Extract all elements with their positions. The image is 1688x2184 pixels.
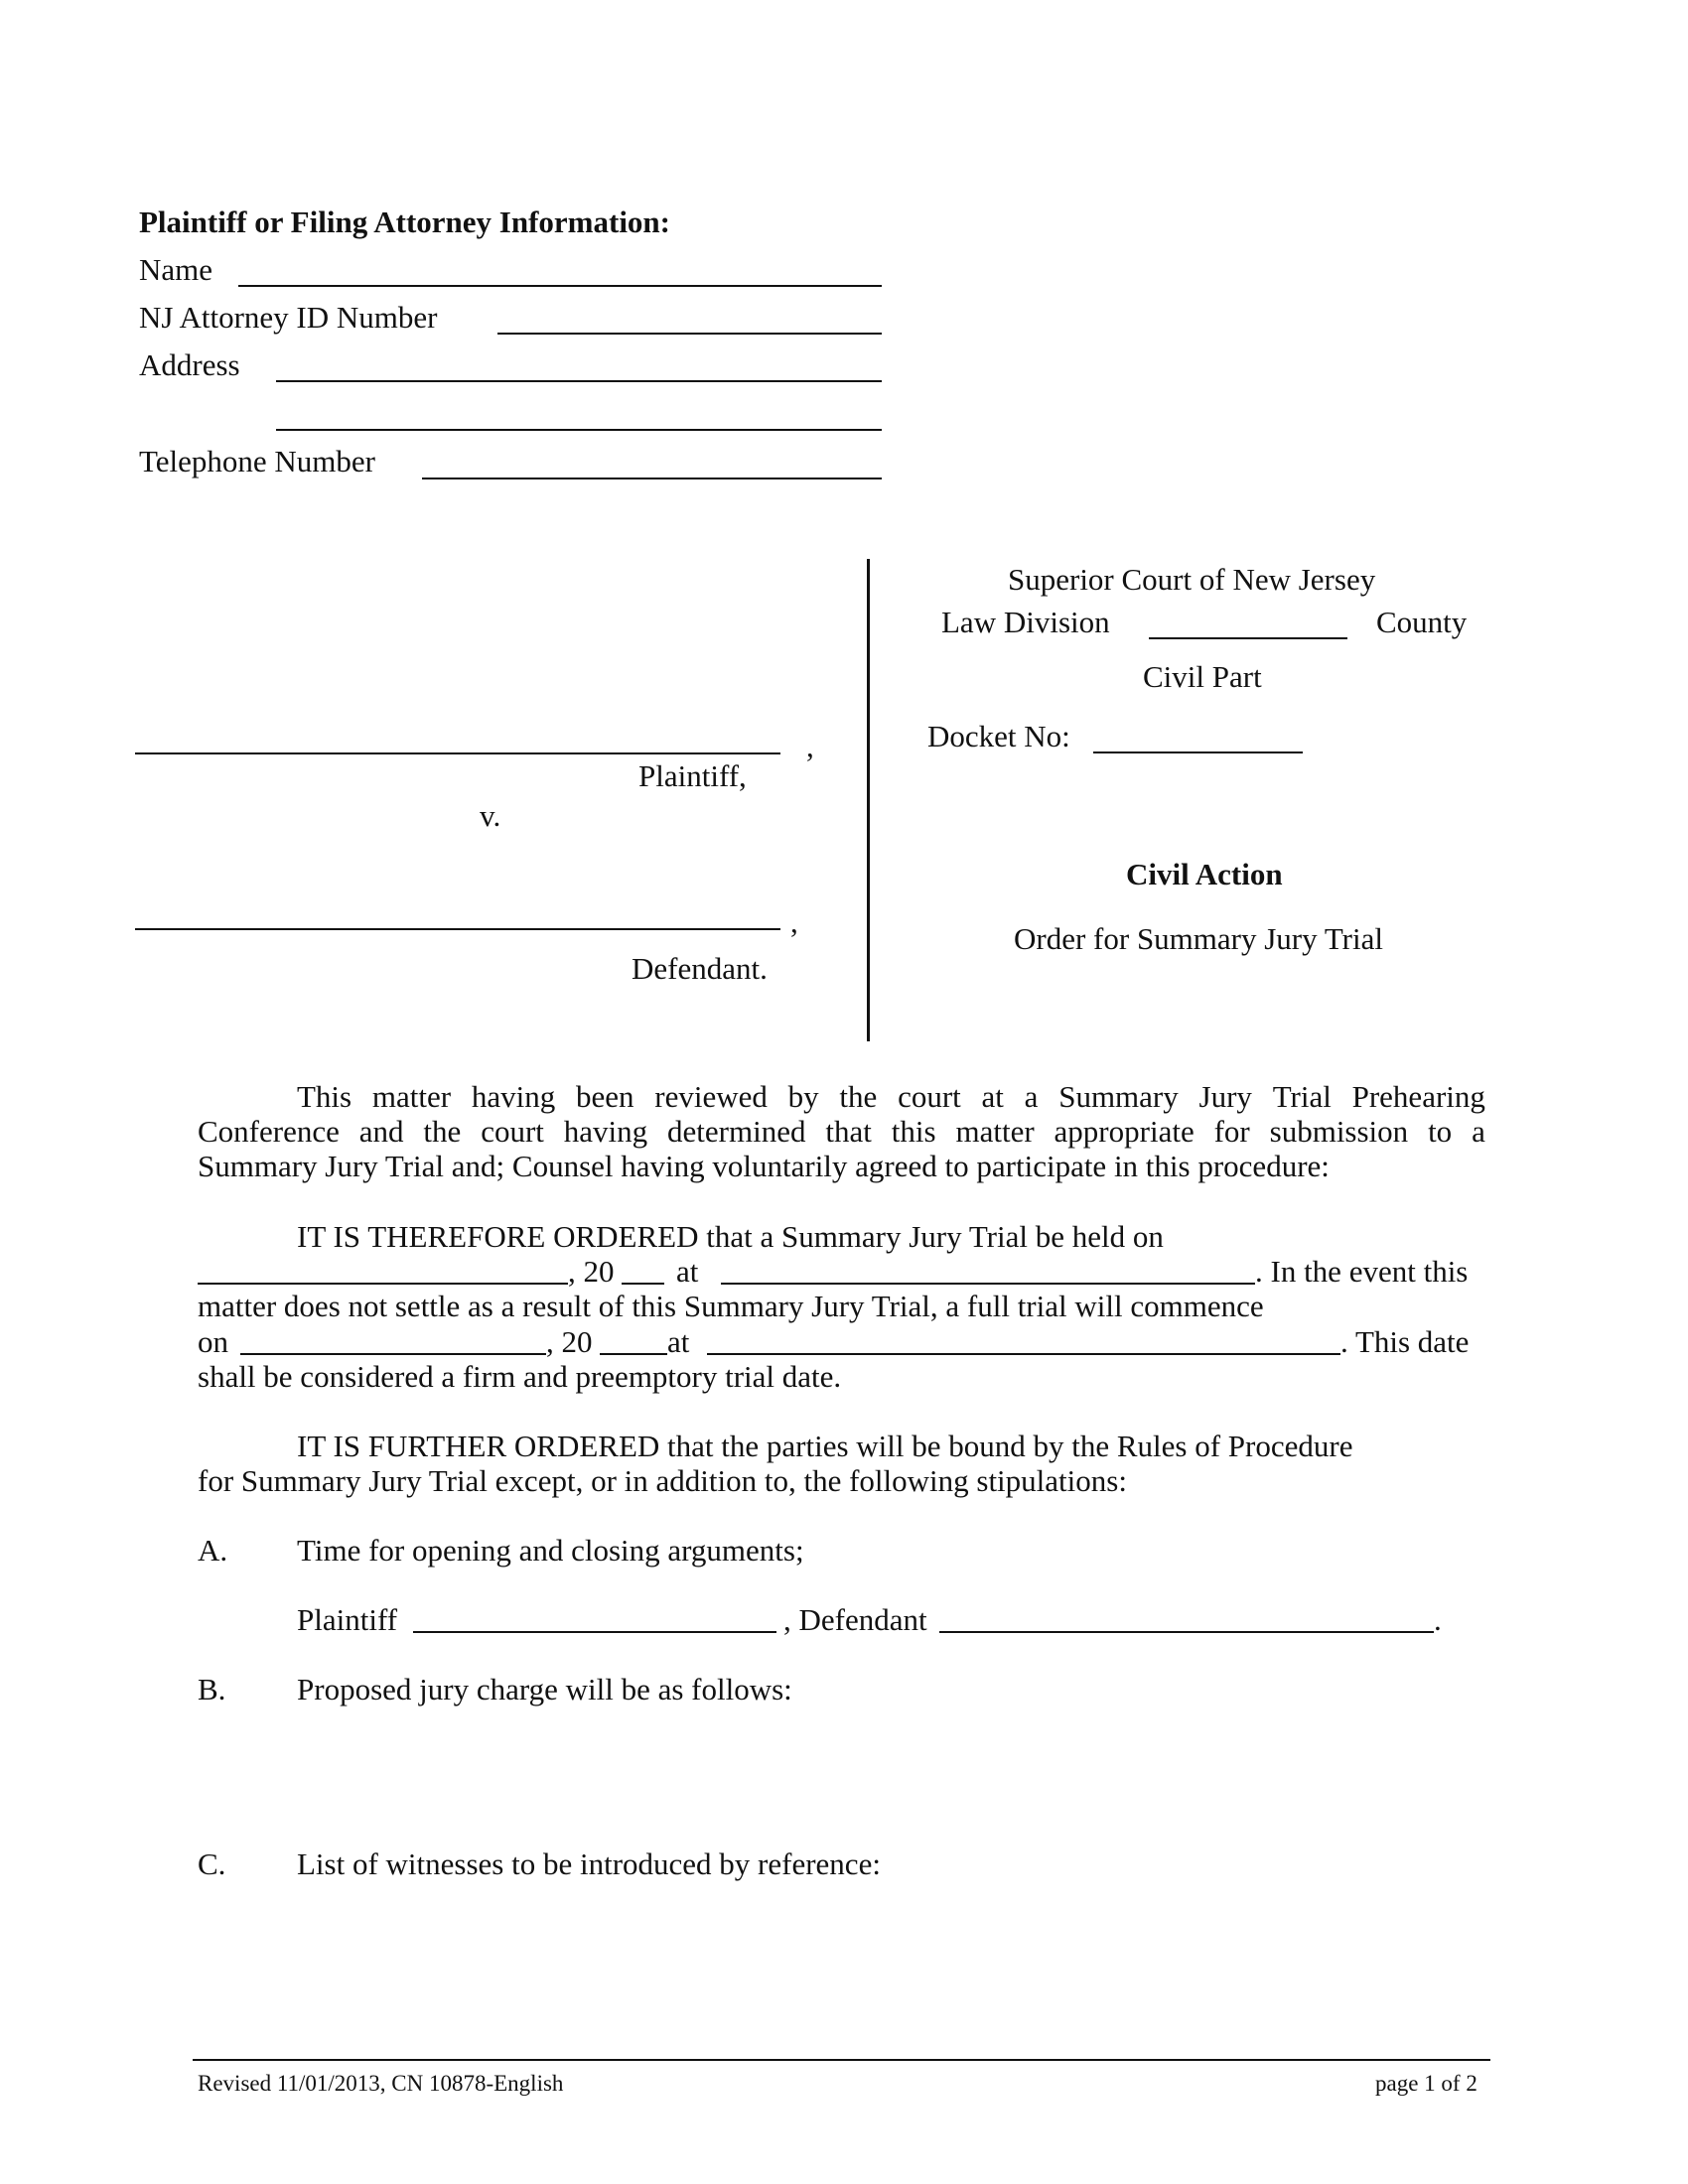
- trial-comma-20: , 20: [568, 1254, 615, 1289]
- footer-rule: [193, 2059, 1490, 2061]
- plaintiff-comma: ,: [806, 729, 814, 763]
- argument-plaintiff-field[interactable]: [413, 1631, 776, 1633]
- item-b-text: Proposed jury charge will be as follows:: [297, 1672, 792, 1706]
- trial-event-text: . In the event this: [1255, 1254, 1469, 1289]
- county-label: County: [1376, 605, 1468, 639]
- law-division-label: Law Division: [941, 605, 1110, 639]
- trial-year-field[interactable]: [622, 1283, 664, 1285]
- para1-line-3: Summary Jury Trial and; Counsel having voluntarily agreed to participate in this procedure:: [198, 1149, 1330, 1183]
- civil-part-label: Civil Part: [1143, 659, 1262, 694]
- ordered-line-5: shall be considered a firm and preemptory trial date.: [198, 1359, 842, 1394]
- item-b-letter: B.: [198, 1672, 226, 1706]
- trial-date-field[interactable]: [198, 1283, 568, 1285]
- ordered-line-3: matter does not settle as a result of this Summary Jury Trial, a full trial will commence: [198, 1289, 1264, 1323]
- versus-label: v.: [480, 798, 501, 833]
- address-field-line-1[interactable]: [276, 380, 882, 382]
- argument-defendant-label: , Defendant: [783, 1602, 927, 1637]
- para1-line-2: Conference and the court having determined that this matter appropriate for submission to a: [198, 1114, 1485, 1149]
- attorney-id-field[interactable]: [497, 333, 882, 335]
- full-trial-on: on: [198, 1324, 228, 1359]
- footer-page-number: page 1 of 2: [1375, 2071, 1477, 2096]
- county-field[interactable]: [1149, 637, 1347, 639]
- attorney-info-heading: Plaintiff or Filing Attorney Information:: [139, 205, 670, 239]
- docket-label: Docket No:: [927, 719, 1070, 753]
- order-title: Order for Summary Jury Trial: [1014, 921, 1383, 956]
- trial-location-field[interactable]: [721, 1283, 1255, 1285]
- attorney-id-label: NJ Attorney ID Number: [139, 300, 438, 335]
- telephone-field[interactable]: [422, 478, 882, 479]
- item-a-letter: A.: [198, 1533, 228, 1568]
- argument-plaintiff-label: Plaintiff: [297, 1602, 398, 1637]
- defendant-comma: ,: [790, 904, 798, 939]
- argument-period: .: [1434, 1602, 1442, 1637]
- full-trial-year-field[interactable]: [600, 1353, 667, 1355]
- trial-at: at: [676, 1254, 699, 1289]
- name-field[interactable]: [238, 285, 882, 287]
- address-label: Address: [139, 347, 240, 382]
- defendant-name-field[interactable]: [135, 928, 780, 930]
- further-line-2: for Summary Jury Trial except, or in addition to, the following stipulations:: [198, 1463, 1127, 1498]
- telephone-label: Telephone Number: [139, 444, 375, 478]
- full-trial-comma-20: , 20: [546, 1324, 593, 1359]
- further-line-1: IT IS FURTHER ORDERED that the parties will be bound by the Rules of Procedure: [297, 1429, 1353, 1463]
- full-trial-this-date: . This date: [1340, 1324, 1470, 1359]
- address-field-line-2[interactable]: [276, 429, 882, 431]
- defendant-label: Defendant.: [632, 951, 768, 986]
- para1-line-1: This matter having been reviewed by the court at a Summary Jury Trial Prehearing: [297, 1079, 1485, 1114]
- docket-field[interactable]: [1093, 751, 1303, 753]
- full-trial-location-field[interactable]: [707, 1353, 1340, 1355]
- item-c-text: List of witnesses to be introduced by reference:: [297, 1846, 881, 1881]
- footer-revised: Revised 11/01/2013, CN 10878-English: [198, 2071, 564, 2096]
- full-trial-at: at: [667, 1324, 690, 1359]
- civil-action-title: Civil Action: [1126, 857, 1283, 891]
- item-a-text: Time for opening and closing arguments;: [297, 1533, 804, 1568]
- plaintiff-label: Plaintiff,: [638, 758, 747, 793]
- caption-divider: [867, 559, 870, 1041]
- argument-defendant-field[interactable]: [939, 1631, 1434, 1633]
- item-c-letter: C.: [198, 1846, 226, 1881]
- plaintiff-name-field[interactable]: [135, 752, 780, 754]
- name-label: Name: [139, 252, 213, 287]
- court-name: Superior Court of New Jersey: [1008, 562, 1376, 597]
- ordered-line-1: IT IS THEREFORE ORDERED that a Summary Jury Trial be held on: [297, 1219, 1164, 1254]
- full-trial-date-field[interactable]: [240, 1353, 546, 1355]
